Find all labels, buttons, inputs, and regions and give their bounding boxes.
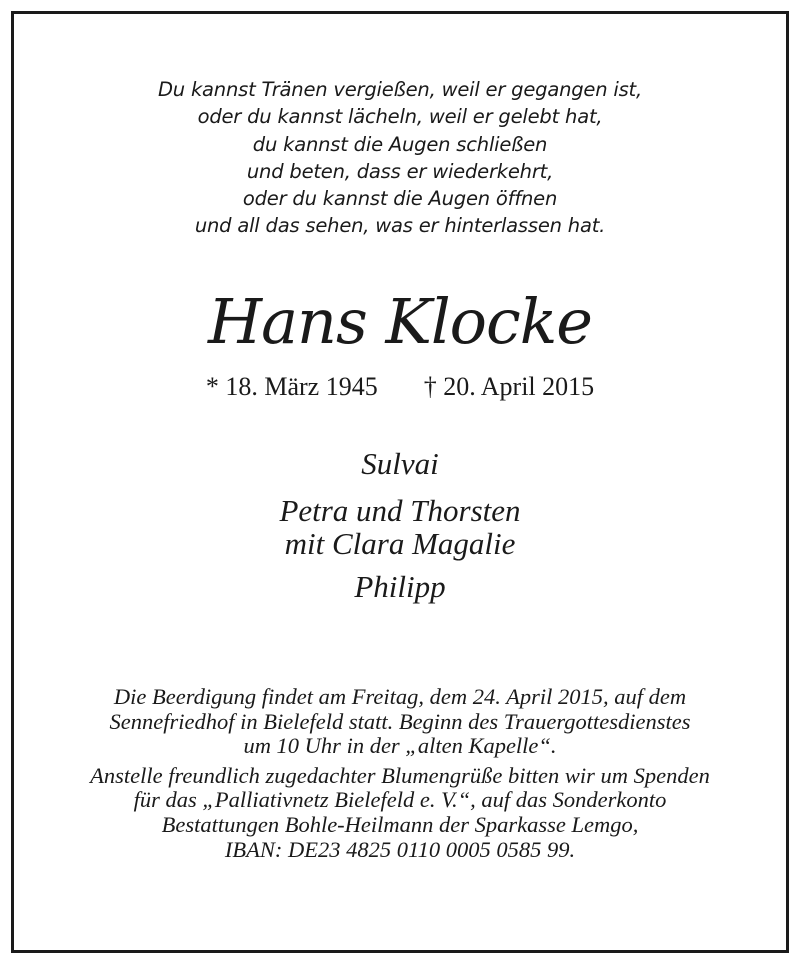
donation-line: für das „Palliativnetz Bielefeld e. V.“, auf das Sonderkonto	[133, 787, 667, 813]
funeral-line: Die Beerdigung findet am Freitag, dem 24. April 2015, auf dem	[113, 684, 687, 709]
poem-line: Du kannst Tränen vergießen, weil er gegangen ist,	[157, 78, 642, 101]
poem-line: und beten, dass er wiederkehrt,	[246, 159, 554, 183]
family-member: Petra und Thorsten	[279, 493, 521, 528]
donation-line: Anstelle freundlich zugedachter Blumengrüße bitten wir um Spenden	[90, 762, 710, 788]
funeral-line: Sennefriedhof in Bielefeld statt. Beginn des Trauergottesdienstes	[109, 708, 691, 734]
poem-line: oder du kannst die Augen öffnen	[242, 187, 558, 211]
death-date: † 20. April 2015	[423, 372, 595, 401]
funeral-line: um 10 Uhr in der „alten Kapelle“.	[243, 733, 557, 759]
donation-line: IBAN: DE23 4825 0110 0005 0585 99.	[224, 836, 576, 862]
funeral-notice	[14, 685, 786, 862]
deceased-name: Hans Klocke	[208, 285, 592, 358]
obituary-frame	[11, 11, 789, 953]
family-member: Sulvai	[361, 446, 439, 481]
family-member: mit Clara Magalie	[284, 526, 516, 561]
poem-line: oder du kannst lächeln, weil er gelebt hat,	[197, 105, 603, 129]
donation-line: Bestattungen Bohle-Heilmann der Sparkasse Lemgo,	[161, 811, 639, 837]
poem	[14, 76, 786, 240]
life-dates	[14, 370, 786, 404]
family-member: Philipp	[354, 569, 446, 604]
family-members	[14, 447, 786, 603]
poem-line: und all das sehen, was er hinterlassen hat.	[194, 214, 606, 238]
birth-date: * 18. März 1945	[205, 372, 378, 401]
poem-line: du kannst die Augen schließen	[252, 132, 548, 156]
